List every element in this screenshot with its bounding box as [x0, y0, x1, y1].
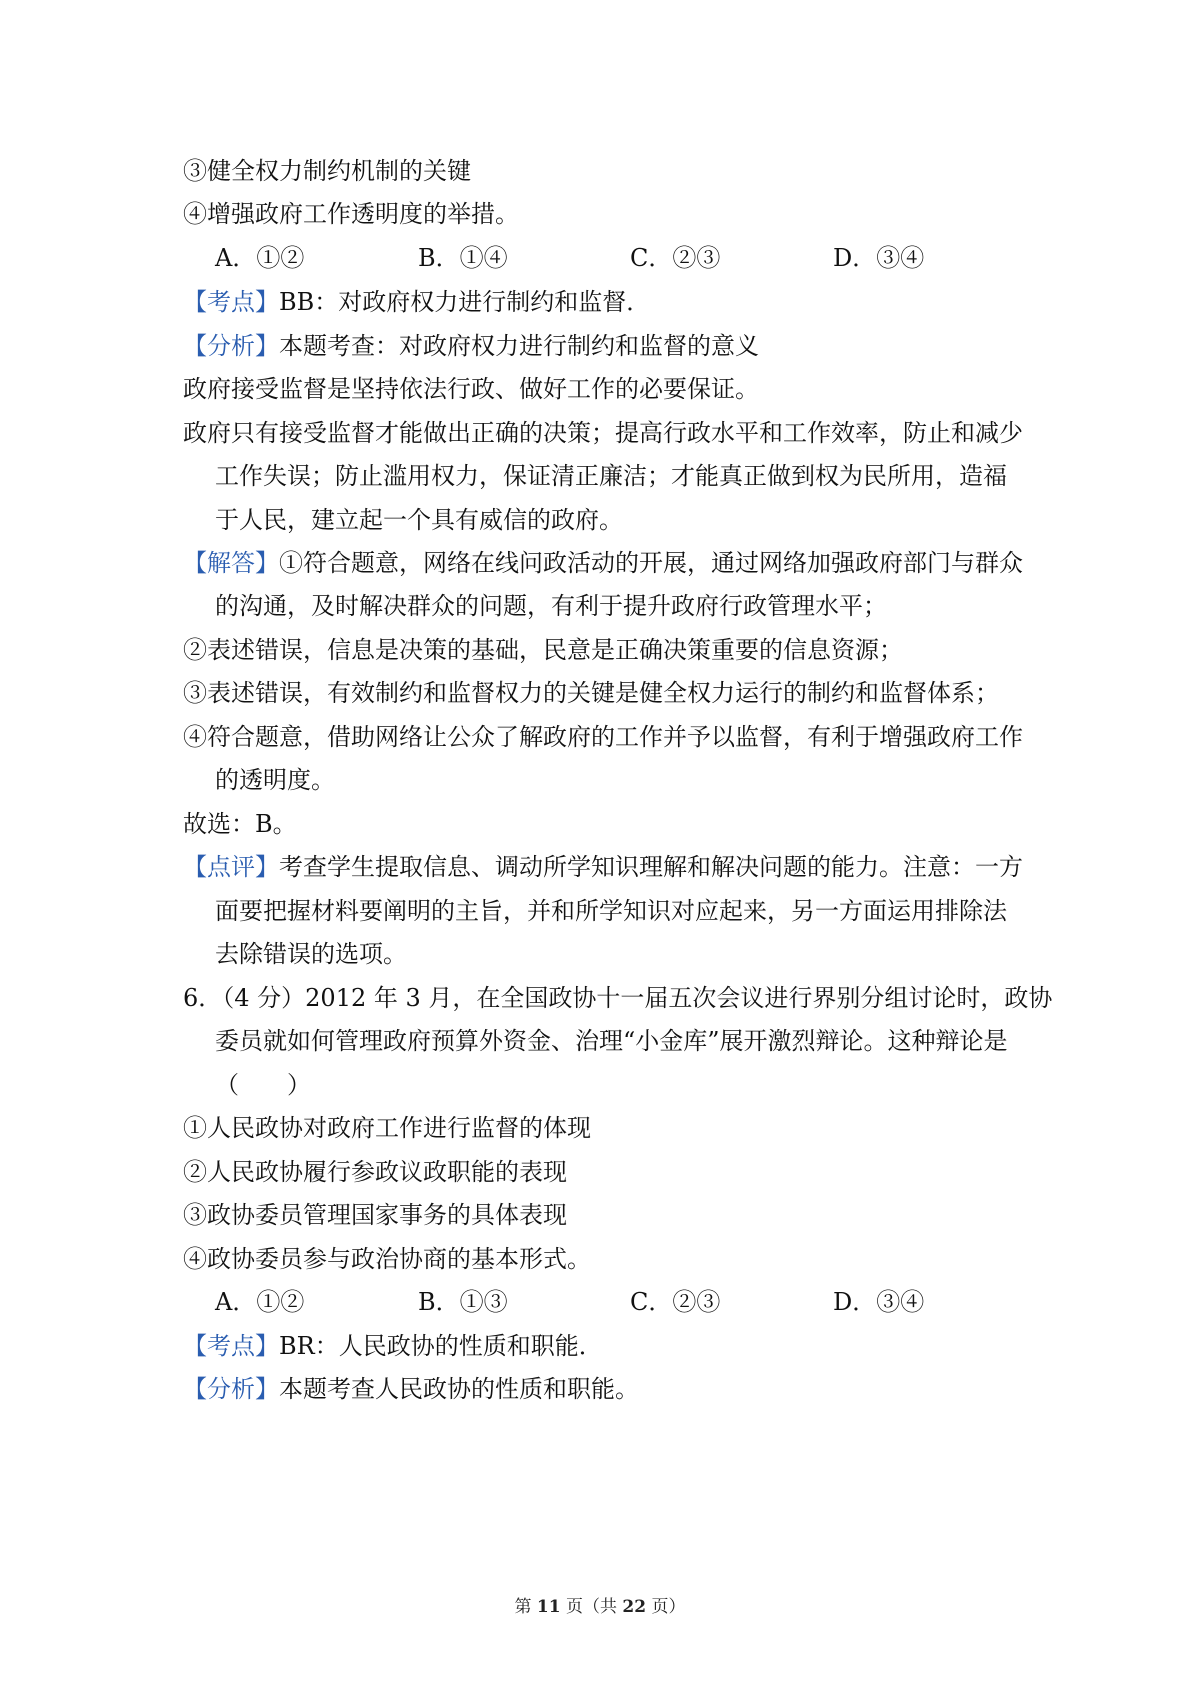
jieda-text: ①符合题意，网络在线问政活动的开展，通过网络加强政府部门与群众 — [279, 549, 1023, 577]
q5-option-a: A．①② — [215, 244, 305, 272]
q5-jieda-line-5: ④符合题意，借助网络让公众了解政府的工作并予以监督，有利于增强政府工作 — [183, 723, 1023, 751]
q6-option-a: A．①② — [215, 1288, 305, 1316]
dianping-text: 考查学生提取信息、调动所学知识理解和解决问题的能力。注意：一方 — [279, 853, 1023, 881]
q5-fenxi-line-4: 工作失误；防止滥用权力，保证清正廉洁；才能真正做到权为民所用，造福 — [215, 462, 1007, 490]
fenxi-text: 本题考查：对政府权力进行制约和监督的意义 — [279, 332, 759, 360]
fenxi-text: 本题考查人民政协的性质和职能。 — [279, 1375, 639, 1403]
q6-statement-2: ②人民政协履行参政议政职能的表现 — [183, 1158, 567, 1186]
fenxi-tag: 【分析】 — [183, 332, 279, 360]
q5-dianping-line-3: 去除错误的选项。 — [215, 940, 407, 968]
q5-jieda-line-4: ③表述错误，有效制约和监督权力的关键是健全权力运行的制约和监督体系； — [183, 679, 999, 707]
page-total: 22 — [622, 1597, 647, 1617]
q5-fenxi-line-3: 政府只有接受监督才能做出正确的决策；提高行政水平和工作效率，防止和减少 — [183, 419, 1023, 447]
q6-option-c: C．②③ — [630, 1288, 721, 1316]
q6-kaodian — [183, 1331, 603, 1361]
q5-fenxi — [183, 331, 759, 361]
q5-statement-3: ③健全权力制约机制的关键 — [183, 157, 471, 185]
page-number: 11 — [536, 1597, 561, 1617]
q6-fenxi — [183, 1374, 639, 1404]
q5-jieda — [183, 548, 1023, 578]
kaodian-tag: 【考点】 — [183, 288, 279, 316]
q5-option-d: D．③④ — [833, 244, 925, 272]
fenxi-tag: 【分析】 — [183, 1375, 279, 1403]
q6-statement-3: ③政协委员管理国家事务的具体表现 — [183, 1201, 567, 1229]
jieda-tag: 【解答】 — [183, 549, 279, 577]
q5-jieda-line-3: ②表述错误，信息是决策的基础，民意是正确决策重要的信息资源； — [183, 636, 903, 664]
q5-jieda-line-2: 的沟通，及时解决群众的问题，有利于提升政府行政管理水平； — [215, 592, 887, 620]
q6-option-d: D．③④ — [833, 1288, 925, 1316]
kaodian-text: BR：人民政协的性质和职能． — [279, 1332, 603, 1360]
q5-option-c: C．②③ — [630, 244, 721, 272]
q6-stem-blank: （ ） — [215, 1071, 311, 1099]
q5-kaodian — [183, 287, 650, 317]
q6-stem-line-2: 委员就如何管理政府预算外资金、治理“小金库”展开激烈辩论。这种辩论是 — [215, 1027, 1008, 1055]
q5-statement-4: ④增强政府工作透明度的举措。 — [183, 200, 519, 228]
q5-jieda-line-6: 的透明度。 — [215, 766, 335, 794]
q5-dianping-line-2: 面要把握材料要阐明的主旨，并和所学知识对应起来，另一方面运用排除法 — [215, 897, 1007, 925]
page-footer — [0, 1592, 1200, 1617]
q5-option-b: B．①④ — [418, 244, 508, 272]
footer-pre: 第 — [514, 1597, 532, 1617]
q6-statement-1: ①人民政协对政府工作进行监督的体现 — [183, 1114, 591, 1142]
footer-mid: 页（共 — [566, 1597, 617, 1617]
kaodian-tag: 【考点】 — [183, 1332, 279, 1360]
q6-statement-4: ④政协委员参与政治协商的基本形式。 — [183, 1245, 591, 1273]
q6-stem: 6．（4 分）2012 年 3 月，在全国政协十一届五次会议进行界别分组讨论时，政协 — [183, 984, 1053, 1012]
q5-dianping — [183, 852, 1023, 882]
kaodian-text: BB：对政府权力进行制约和监督． — [279, 288, 651, 316]
dianping-tag: 【点评】 — [183, 853, 279, 881]
q5-fenxi-line-2: 政府接受监督是坚持依法行政、做好工作的必要保证。 — [183, 375, 759, 403]
q6-option-b: B．①③ — [418, 1288, 508, 1316]
q5-fenxi-line-5: 于人民，建立起一个具有威信的政府。 — [215, 506, 623, 534]
footer-post: 页） — [651, 1597, 686, 1617]
q5-answer: 故选：B。 — [183, 810, 297, 838]
